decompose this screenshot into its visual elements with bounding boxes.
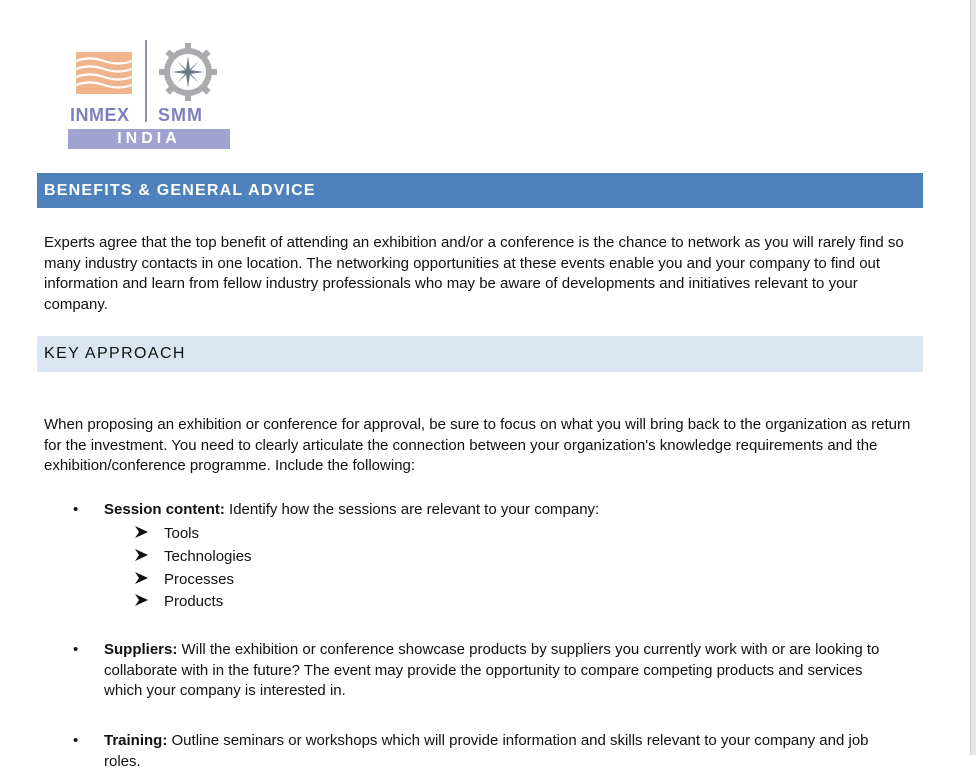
subitem-text: Technologies [164, 548, 252, 565]
bullet-label: Training: [104, 732, 168, 749]
subitem-text: Products [164, 593, 224, 610]
logo-divider [145, 40, 147, 122]
logo-inmex-text: INMEX [70, 105, 130, 125]
gear-compass-icon [158, 42, 218, 102]
bullet-text [104, 500, 904, 521]
bullet-dot-icon: • [73, 732, 79, 749]
logo-smm-text: SMM [158, 105, 203, 125]
section-heading-key-approach: KEY APPROACH [37, 336, 923, 372]
subitem-text: Tools [164, 525, 200, 542]
arrow-bullet-icon [135, 524, 149, 544]
page-edge-scroll-gutter [970, 0, 976, 755]
arrow-bullet-icon [135, 570, 149, 590]
subitem-text: Processes [164, 571, 235, 588]
arrow-bullet-icon [135, 547, 149, 567]
inmex-smm-india-logo [66, 38, 232, 150]
bullet-body: Identify how the sessions are relevant to your company: [224, 501, 600, 518]
bullet-dot-icon: • [73, 641, 79, 658]
bullet-body: Outline seminars or workshops which will provide information and skills relevant to your company and job roles. [104, 732, 869, 770]
bullet-label: Session content: [104, 501, 225, 518]
key-approach-paragraph: When proposing an exhibition or conference for approval, be sure to focus on what you will bring back to the organization as return for the investment. You need to clearly articulate the connection between your organization's knowledge requirements and the exhibition/conference programme. Include the following: [44, 416, 911, 474]
bullet-label: Suppliers: [104, 641, 178, 658]
bullet-text [104, 731, 904, 772]
bullet-dot-icon: • [73, 501, 79, 518]
bullet-body: Will the exhibition or conference showcase products by suppliers you currently work with or are looking to collaborate with in the future? The event may provide the opportunity to compare competing products and services which your company is interested in. [104, 641, 880, 699]
bullet-text [104, 640, 904, 702]
section-heading-benefits: BENEFITS & GENERAL ADVICE [37, 173, 923, 208]
logo-india-bar: INDIA [68, 129, 230, 149]
benefits-paragraph: Experts agree that the top benefit of attending an exhibition and/or a conference is the chance to network as you will rarely find so many industry contacts in one location. The networking opportunities at these events enable you and your company to find out information and learn from fellow industry professionals who may be aware of developments and initiatives relevant to your company. [44, 234, 904, 313]
waves-logo-icon [76, 52, 132, 94]
arrow-bullet-icon [135, 592, 149, 612]
